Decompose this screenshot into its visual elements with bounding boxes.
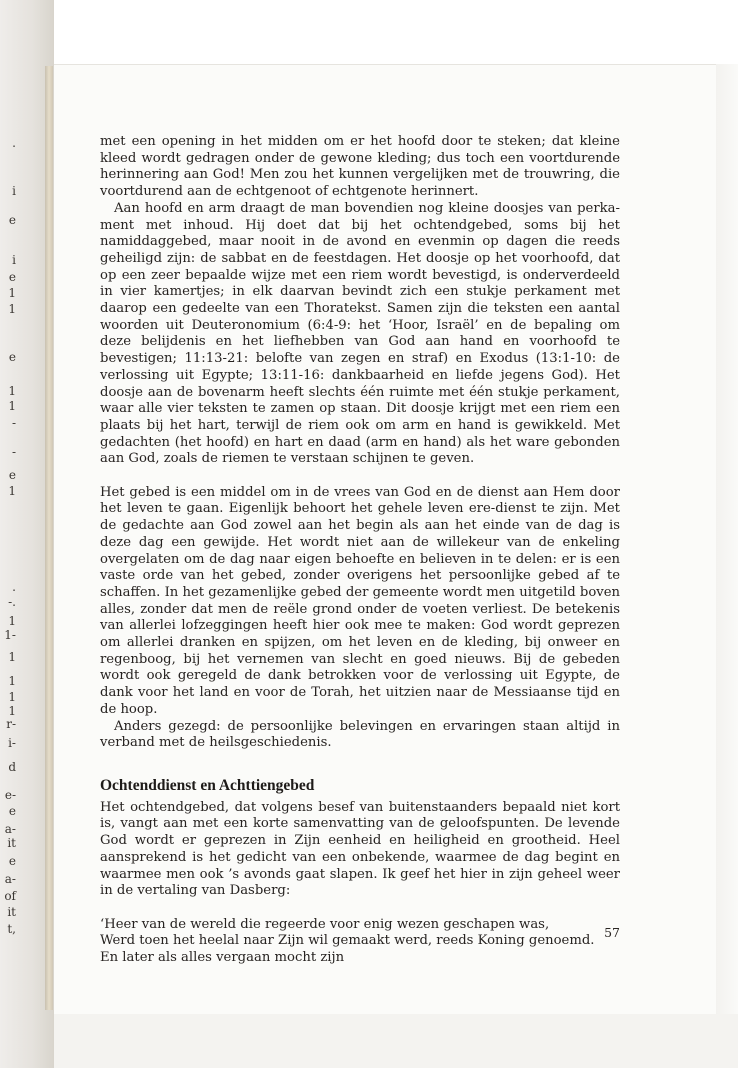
paragraph-3: Het gebed is een middel om in de vrees van God en de dienst aan Hem door het leven te gaan. Eigenlijk behoort het gehele leven ere-dienst te zijn. Met de gedachte aan God zowel aan het begin als aan het einde van de dag is deze dag een gewijde. Het wordt niet aan de willekeur van de enkeling overgelaten om de dag naar eigen behoefte en believen in te delen: er is een vaste orde van het gebed, zonder overigens het persoonlijke gebed af te schaffen. In het gezamenlijke gebed der gemeente wordt men uitgetild boven alles, zonder dat men de reële grond onder de voeten verliest. De betekenis van allerlei lofzeggingen heeft hier ook mee te maken: God wordt geprezen om allerlei dranken en spijzen, om het leven en de kleding, bij onweer en regenboog, bij het vernemen van slecht en goed nieuws. Bij de gebeden wordt ook geregeld de dank betrokken voor de verlossing uit Egypte, de dank voor het land en voor de Torah, het uitzien naar de Messiaanse tijd en de hoop. [100, 484, 620, 717]
fragment-glyph: - [11, 445, 16, 459]
fragment-glyph: it [7, 836, 16, 850]
fragment-glyph: i [12, 184, 16, 198]
fragment-glyph: of [4, 889, 16, 903]
fragment-glyph: e [8, 804, 16, 818]
fragment-glyph: r- [6, 717, 16, 731]
paragraph-5: Het ochtendgebed, dat volgens besef van buitenstaanders bepaald niet kort is, vangt aan met een korte samenvatting van de geloofspunten. De levende God wordt er geprezen in Zijn eenheid en heiligheid en grootheid. Heel aansprekend is het gedicht van een onbekende, waarmee de dag begint en waarmee men ook ’s avonds gaat slapen. Ik geef het hier in zijn geheel weer in de vertaling van Dasberg: [100, 799, 620, 899]
paragraph-4: Anders gezegd: de persoonlijke belevingen en ervaringen staan altijd in verband met de heilsgeschiedenis. [100, 718, 620, 751]
fragment-glyph: a- [4, 872, 16, 886]
fragment-glyph: a- [4, 822, 16, 836]
fragment-glyph: e [8, 350, 16, 364]
fragment-glyph: 1 [8, 704, 16, 718]
fragment-glyph: e [8, 270, 16, 284]
fragment-glyph: . [12, 580, 16, 594]
page-right-edge [716, 64, 738, 1014]
fragment-glyph: d [8, 760, 16, 774]
verse-line: ‘Heer van de wereld die regeerde voor enig wezen geschapen was, [100, 916, 550, 932]
fragment-glyph: 1 [8, 286, 16, 300]
paragraph-1: met een opening in het midden om er het hoofd door te steken; dat kleine kleed wordt gedragen onder de gewone kleding; dus toch een voortdurende herinnering aan God! Men zou het kunnen vergelijken met de trouwring, die voortdurend aan de echtgenoot of echtgenote herinnert. [100, 134, 620, 200]
verse-line: Werd toen het heelal naar Zijn wil gemaakt werd, reeds Koning genoemd. [100, 933, 595, 949]
section-heading: Ochtenddienst en Achttiengebed [100, 776, 315, 794]
bottom-margin-strip [54, 1014, 738, 1068]
fragment-glyph: i- [8, 736, 16, 750]
fragment-glyph: e [8, 213, 16, 227]
fragment-glyph: - [11, 416, 16, 430]
fragment-glyph: -. [8, 595, 16, 609]
fragment-glyph: 1 [8, 399, 16, 413]
fragment-glyph: 1 [8, 614, 16, 628]
fragment-glyph: it [7, 905, 16, 919]
adjacent-page-text-fragments [0, 0, 16, 1068]
fragment-glyph: t, [7, 922, 16, 936]
fragment-glyph: 1 [8, 384, 16, 398]
fragment-glyph: 1 [8, 302, 16, 316]
page-number: 57 [604, 925, 620, 940]
fragment-glyph: e [8, 854, 16, 868]
fragment-glyph: 1 [8, 484, 16, 498]
page-body [100, 134, 620, 967]
section-gap [100, 752, 620, 769]
verse-line: En later als alles vergaan mocht zijn [100, 950, 345, 965]
fragment-glyph: 1 [8, 650, 16, 664]
fragment-glyph: e [8, 468, 16, 482]
book-spine [45, 66, 53, 1010]
fragment-glyph: e- [4, 788, 16, 802]
fragment-glyph: 1 [8, 690, 16, 704]
paragraph-2: Aan hoofd en arm draagt de man bovendien nog kleine doosjes van perkament met inhoud. Hij doet dat bij het ochtendgebed, soms bij het namiddaggebed, maar nooit in de avond en evenmin op dagen die reeds geheiligd zijn: de sabbat en de feestdagen. Het doosje op het voorhoofd, dat op een zeer bepaalde wijze met een riem wordt bevestigd, is onderverdeeld in vier kamertjes; in elk daarvan bevindt zich een stukje perkament met daarop een gedeelte van een Thoratekst. Samen zijn die teksten een aantal woorden uit Deuteronomium (6:4-9: het ‘Hoor, Israël’ en de bepaling om deze belijdenis en het liefhebben van God aan hand en voorhoofd te bevestigen; 11:13-21: belofte van zegen en straf) en Exodus (13:1-10: de verlossing uit Egypte; 13:11-16: dankbaarheid en liefde jegens God). Het doosje aan de bovenarm heeft slechts één ruimte met één stukje perkament, waar alle vier teksten te zamen op staan. Dit doosje krijgt met een riem een plaats bij het hart, terwijl de riem ook om arm en hand is gewikkeld. Met gedachten (het hoofd) en hart en daad (arm en hand) als het ware gebonden aan God, zoals de riemen te verstaan schijnen te geven. [100, 200, 620, 467]
fragment-glyph: 1- [4, 628, 16, 642]
fragment-glyph: . [12, 136, 16, 150]
verse-gap [100, 900, 620, 917]
fragment-glyph: i [12, 253, 16, 267]
fragment-glyph: 1 [8, 674, 16, 688]
section-gap [100, 468, 620, 485]
